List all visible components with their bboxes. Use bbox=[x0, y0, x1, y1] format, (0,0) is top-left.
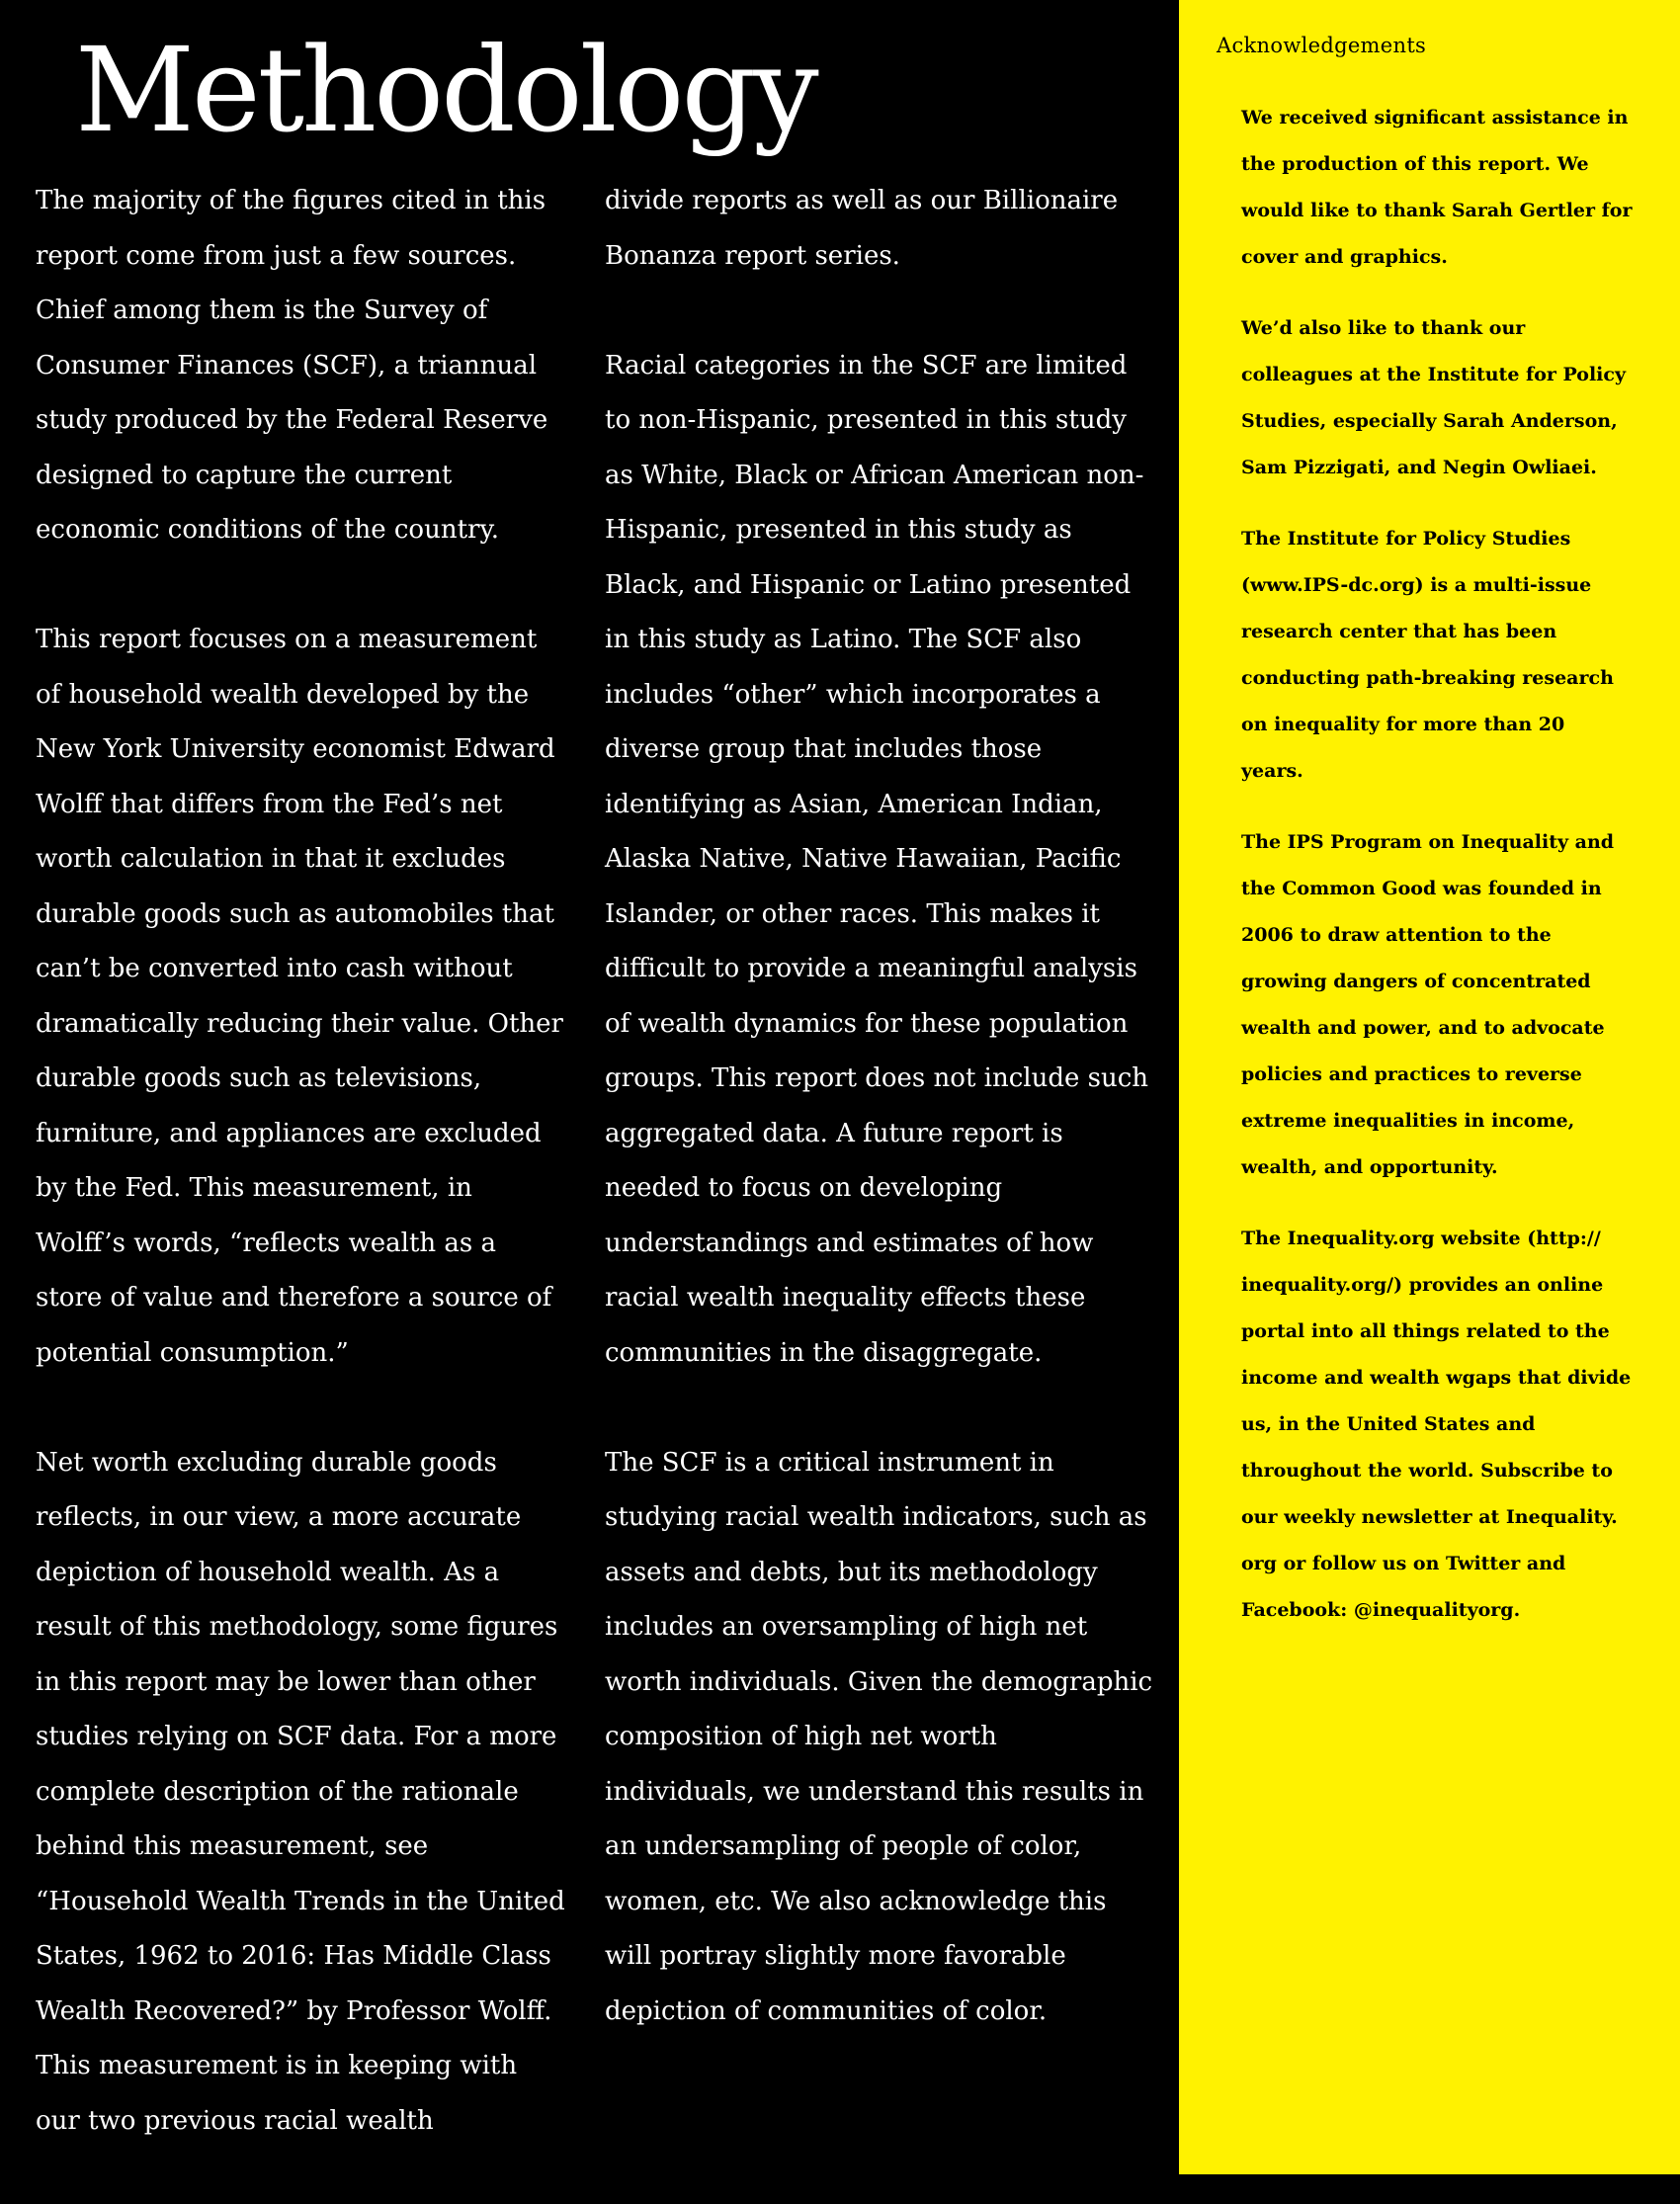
body-paragraph: The majority of the figures cited in this report come from just a few sources. Chief among them is the Survey of Consumer Finances (SCF), a triannual study produced by the Federal Reserve designed to capture the current economic conditions of the country. bbox=[36, 186, 548, 545]
body-paragraph: The SCF is a critical instrument in studying racial wealth indicators, such as assets and debts, but its methodology includes an oversampling of high net worth individuals. Given the demographic composition of high net worth individuals, we understand this results in an undersampling of people of color, women, etc. We also acknowledge this will portray slightly more favorable depiction of communities of color. bbox=[605, 1447, 1153, 2026]
acknowledgement-paragraph: The Inequality.org website (http:// inequality.org/) provides an online portal into all things related to the income and wealth wgaps that divide us, in the United States and throughout the world. Subscribe to our weekly newsletter at Inequality. org or follow us on Twitter and Facebook: @inequalityorg. bbox=[1241, 1228, 1632, 1621]
acknowledgement-paragraph: The IPS Program on Inequality and the Common Good was founded in 2006 to draw attention to the growing dangers of concentrated wealth and power, and to advocate policies and practices to reverse extreme inequalities in income, wealth, and opportunity. bbox=[1241, 831, 1615, 1178]
acknowledgements-heading: Acknowledgements bbox=[1217, 34, 1427, 57]
body-paragraph: This report focuses on a measurement of household wealth developed by the New York University economist Edward Wolff that differs from the Fed’s net worth calculation in that it excludes durable goods such as automobiles that can’t be converted into cash without dramatically reducing their value. Other durable goods such as televisions, furniture, and appliances are excluded by the Fed. This measurement, in Wolff’s words, “reflects wealth as a store of value and therefore a source of potential consumption.” bbox=[36, 625, 563, 1368]
acknowledgement-paragraph: We received significant assistance in the production of this report. We would like to thank Sarah Gertler for cover and graphics. bbox=[1241, 107, 1633, 268]
acknowledgements-body bbox=[1241, 95, 1633, 1658]
right-column bbox=[605, 174, 1153, 2094]
acknowledgement-paragraph: The Institute for Policy Studies (www.IPS-dc.org) is a multi-issue research center that has been conducting path-breaking research on inequality for more than 20 years. bbox=[1241, 528, 1614, 782]
body-paragraph-continuation: divide reports as well as our Billionaire Bonanza report series. bbox=[605, 186, 1119, 271]
page-title: Methodology bbox=[75, 22, 816, 158]
body-paragraph: Racial categories in the SCF are limited to non-Hispanic, presented in this study as White, Black or African American non-Hispanic, presented in this study as Black, and Hispanic or Latino presented in this study as Latino. The SCF also includes “other” which incorporates a diverse group that includes those identifying as Asian, American Indian, Alaska Native, Native Hawaiian, Pacific Islander, or other races. This makes it difficult to provide a meaningful analysis of wealth dynamics for these population groups. This report does not include such aggregated data. A future report is needed to focus on developing understandings and estimates of how racial wealth inequality effects these communities in the disaggregate. bbox=[605, 350, 1149, 1368]
body-paragraph: Net worth excluding durable goods reflects, in our view, a more accurate depiction of household wealth. As a result of this methodology, some figures in this report may be lower than other studies relying on SCF data. For a more complete description of the rationale behind this measurement, see “Household Wealth Trends in the United States, 1962 to 2016: Has Middle Class Wealth Recovered?” by Professor Wolff. This measurement is in keeping with our two previous racial wealth bbox=[36, 1447, 565, 2136]
left-column bbox=[36, 174, 569, 2204]
acknowledgement-paragraph: We’d also like to thank our colleagues at the Institute for Policy Studies, especially Sarah Anderson, Sam Pizzigati, and Negin Owliaei. bbox=[1241, 317, 1626, 478]
